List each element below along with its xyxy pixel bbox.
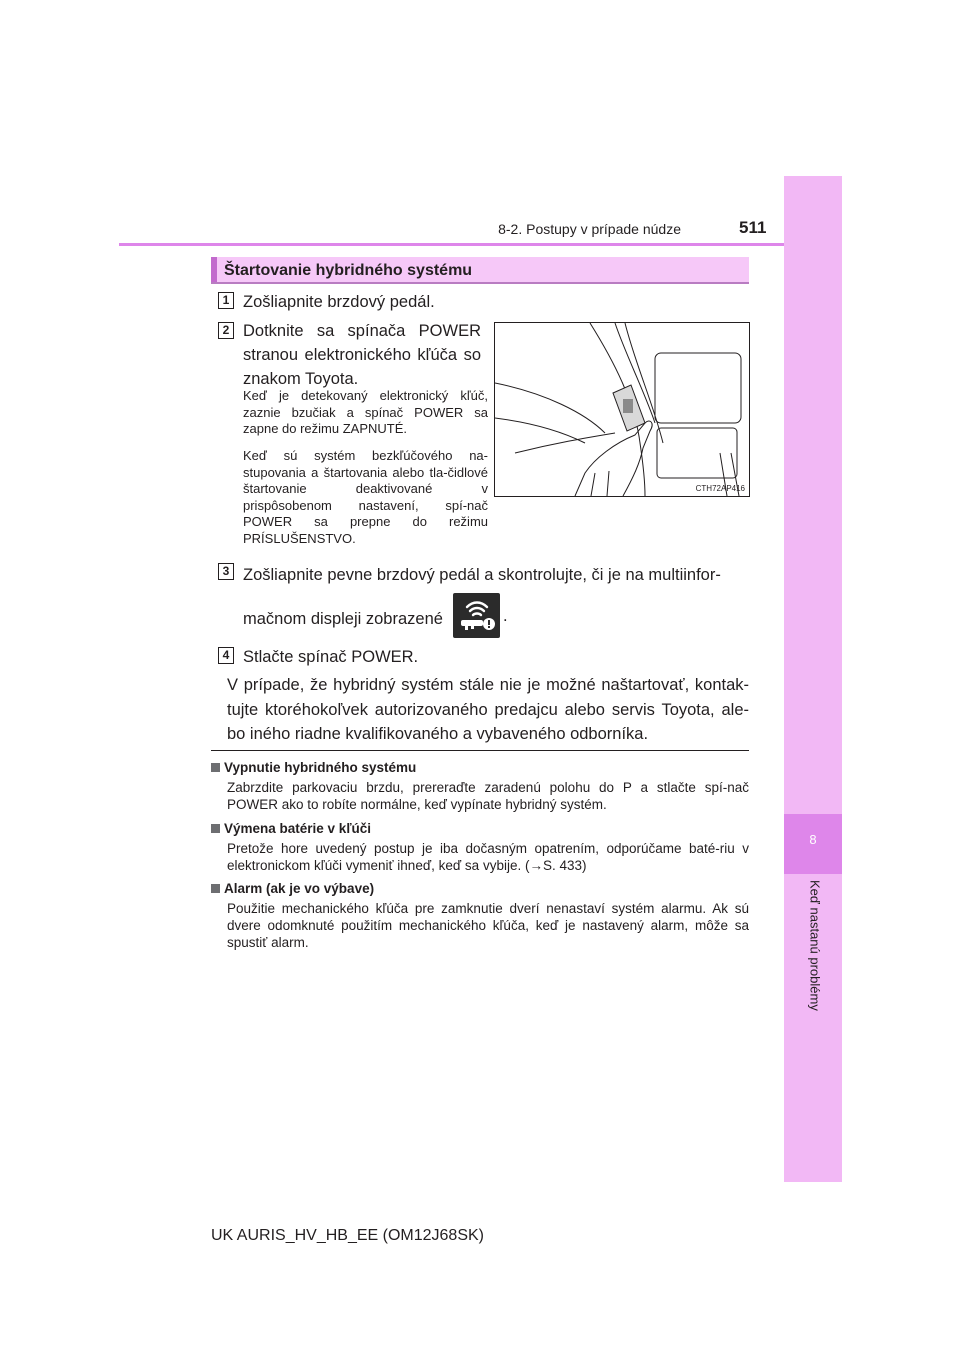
note-title: Výmena batérie v kľúči: [224, 821, 372, 836]
step-4-text: Stlačte spínač POWER.: [243, 648, 419, 666]
square-bullet-icon: [211, 763, 220, 772]
chapter-title-vertical: [805, 880, 825, 1040]
step-1-text: Zošliapnite brzdový pedál.: [243, 293, 435, 311]
chapter-title: Keď nastanú problémy: [807, 880, 823, 1011]
note-body: Použitie mechanického kľúča pre zamknutie dverí nenastaví systém alarmu. Ak sú dvere odomknuté použitím mechanického kľúča, keď je nastavený alarm, môže sa spustiť alarm.: [227, 901, 749, 950]
section-heading-text: Štartovanie hybridného systému: [224, 262, 473, 279]
step-number-2: 2: [218, 322, 234, 339]
chapter-number-tab: [784, 814, 842, 874]
section-divider: [211, 750, 749, 751]
header-section-title: 8-2. Postupy v prípade núdze: [498, 221, 681, 237]
step-2-note: Keď je detekovaný elektronický kľúč, zaznie bzučiak a spínač POWER sa zapne do režimu ZAPNUTÉ.: [243, 388, 488, 436]
step-3-period: .: [503, 607, 508, 625]
step-number-3: 3: [218, 563, 234, 580]
contact-dealer-text: V prípade, že hybridný systém stále nie je možné naštartovať, kontak-tujte ktoréhokoľvek autorizovaného predajcu alebo servis Toyota, ale-bo iného riadne kvalifikovaného a vybaveného odborníka.: [227, 676, 749, 743]
hand-holding-key-icon: [495, 323, 749, 496]
note-title: Vypnutie hybridného systému: [224, 760, 417, 775]
step-number-1: 1: [218, 292, 234, 309]
step-2-note: Keď sú systém bezkľúčového na-stupovania a štartovania alebo tla-čidlové štartovanie deaktivované v prispôsobenom nastavení, spí-nač POWER sa prepne do režimu PRÍSLUŠENSTVO.: [243, 448, 488, 546]
section-heading: [211, 257, 749, 284]
step-number-4: 4: [218, 647, 234, 664]
figure-code: CTH72AP416: [695, 484, 745, 493]
note-title: Alarm (ak je vo výbave): [224, 881, 375, 896]
chapter-number: 8: [809, 832, 817, 847]
square-bullet-icon: [211, 884, 220, 893]
note-item: [211, 821, 749, 874]
note-body: Zabrzdite parkovaciu brzdu, prereraďte zaradenú polohu do P a stlačte spí-nač POWER ako to robíte normálne, keď vypínate hybridný systém.: [227, 780, 749, 812]
note-item: [211, 881, 749, 951]
step-3-text: Zošliapnite pevne brzdový pedál a skontrolujte, či je na multiinfor-: [243, 566, 721, 584]
note-body: Pretože hore uvedený postup je iba dočasným opatrením, odporúčame baté-riu v elektronickom kľúči vymeniť ihneď, keď sa vybije. (→S. 433): [227, 841, 749, 873]
step-2-text: Dotknite sa spínača POWER stranou elektronického kľúča so znakom Toyota.: [243, 322, 481, 388]
step-3-text-continued: mačnom displeji zobrazené: [243, 610, 443, 628]
key-indicator-icon: [453, 593, 500, 638]
page-number: 511: [739, 218, 767, 237]
note-item: [211, 760, 749, 813]
section-heading-accent: [211, 257, 217, 282]
footer-model-code: UK AURIS_HV_HB_EE (OM12J68SK): [211, 1227, 484, 1244]
illustration-key-to-power-switch: [494, 322, 750, 497]
square-bullet-icon: [211, 824, 220, 833]
header-rule: [119, 243, 784, 246]
